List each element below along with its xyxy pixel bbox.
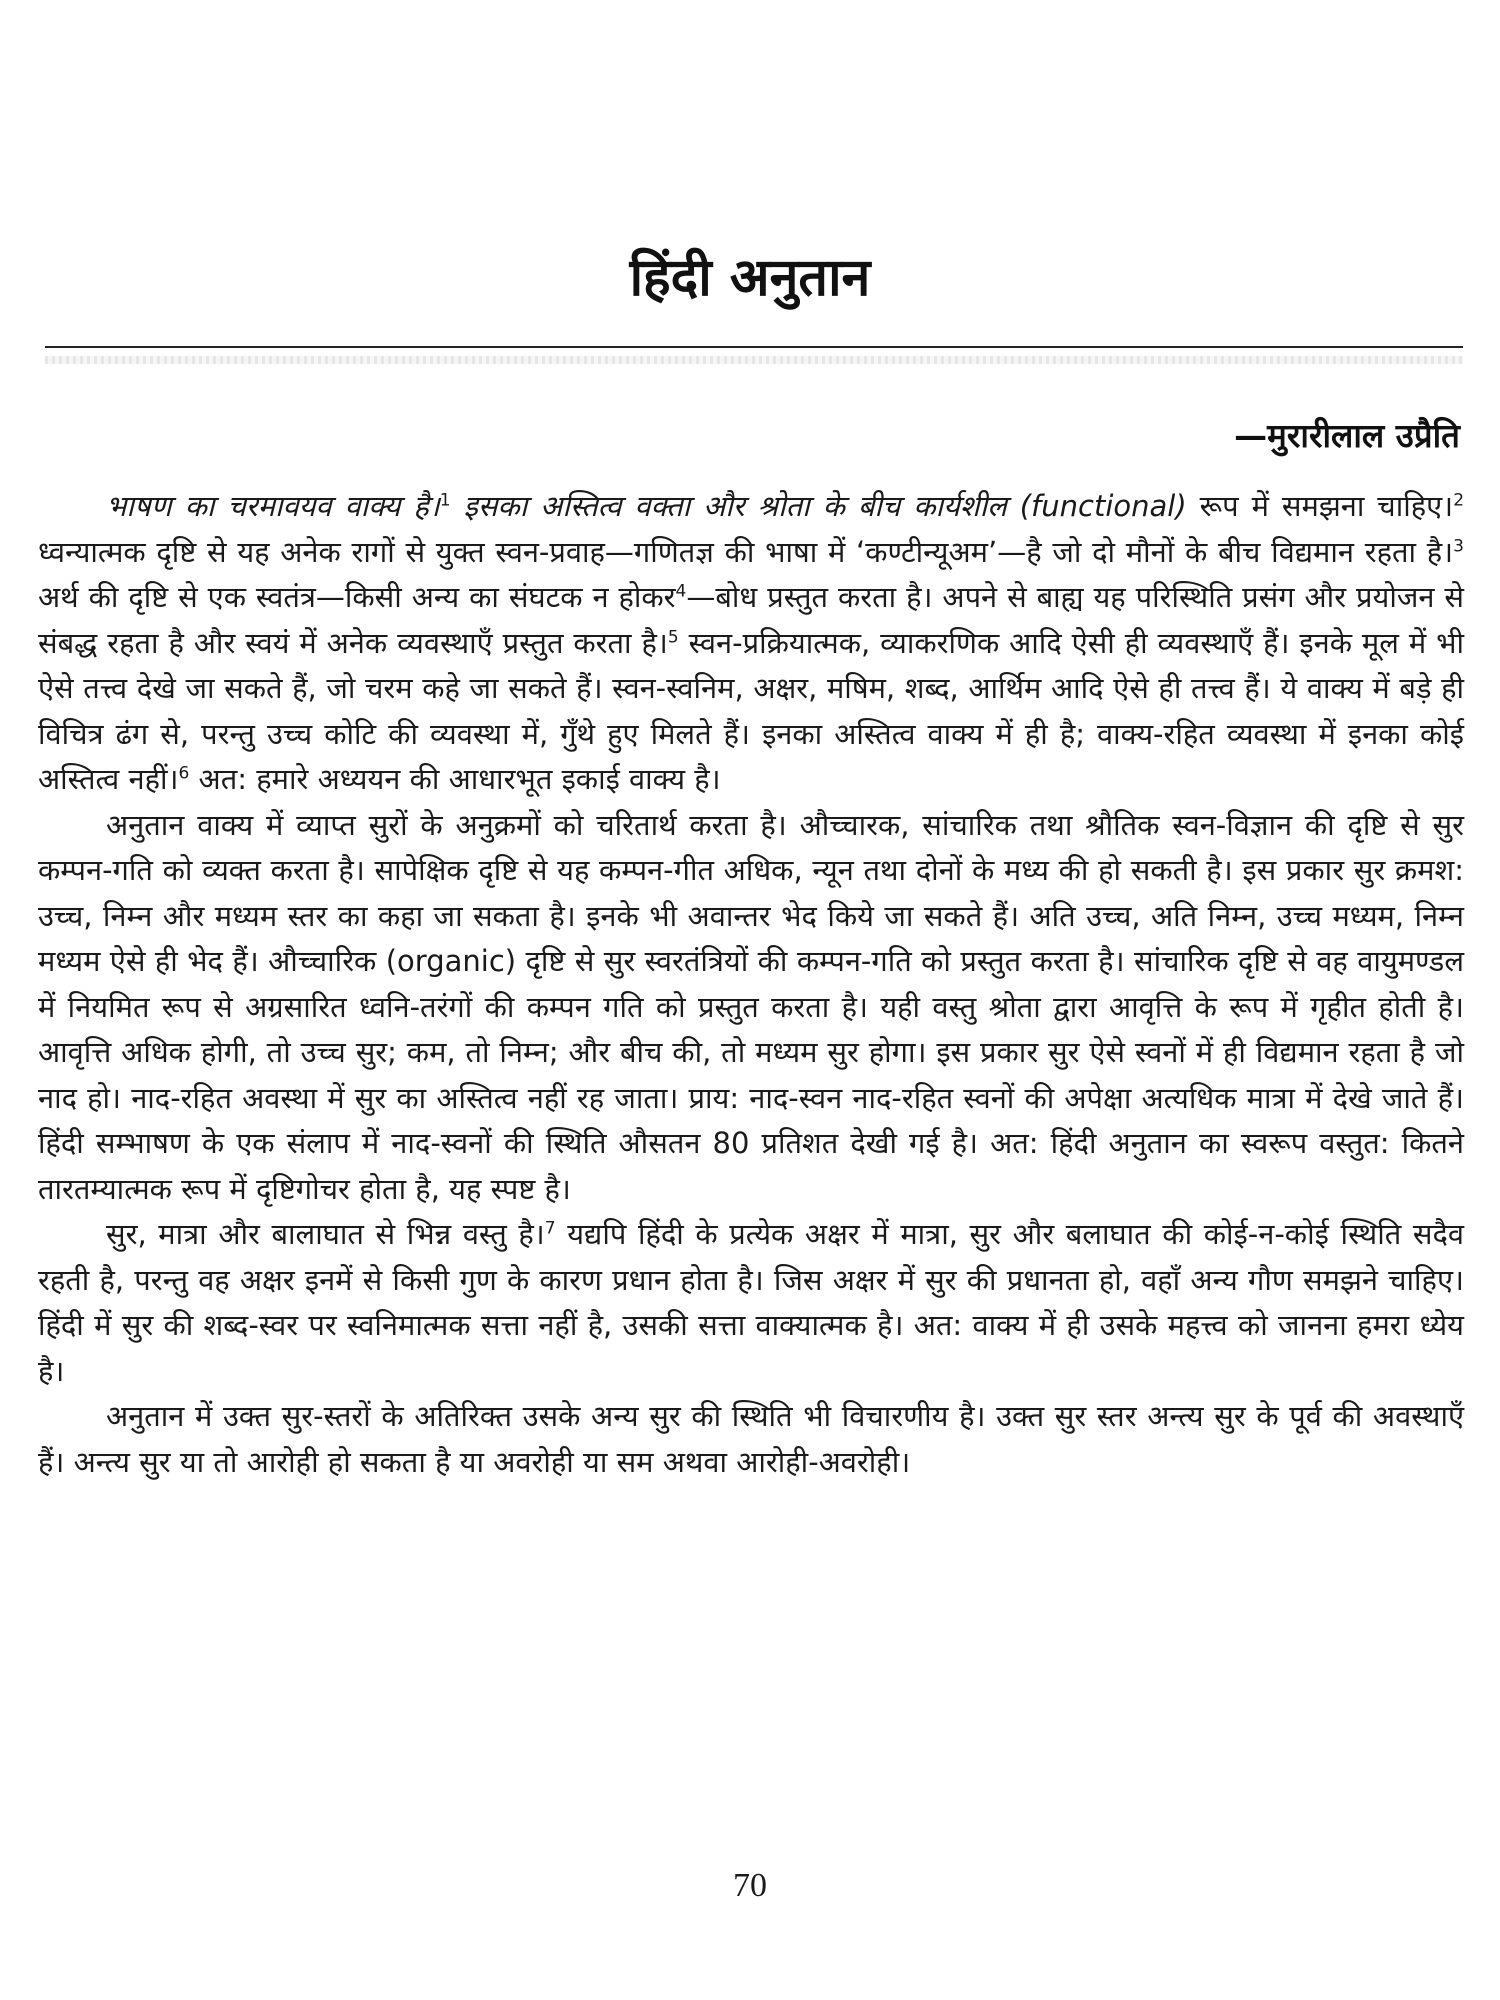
divider-shadow — [45, 356, 1463, 364]
paragraph-text: यद्यपि हिंदी के प्रत्येक अक्षर में मात्रा, सुर और बलाघात की कोई-न-कोई स्थिति सदैव रहती है, परन्तु वह अक्षर इनमें से किसी गुण के कारण प्रधान होता है। जिस अक्षर में सुर की प्रधानता हो, वहाँ अन्य गौण समझने चाहिए। हिंदी में सुर की शब्द-स्वर पर स्वनिमात्मक सत्ता नहीं है, उसकी सत्ता वाक्यात्मक है। अत: वाक्य में ही उसके महत्त्व को जानना हमरा ध्येय है। — [38, 1217, 1464, 1388]
paragraph-text: सुर, मात्रा और बालाघात से भिन्न वस्तु है। — [106, 1217, 545, 1251]
footnote-ref-3: 3 — [1453, 535, 1464, 556]
paragraph-2: अनुतान वाक्य में व्याप्त सुरों के अनुक्रमों को चरितार्थ करता है। औच्चारक, सांचारिक तथा श्रौतिक स्वन-विज्ञान की दृष्टि से सुर कम्पन-गति को व्यक्त करता है। सापेक्षिक दृष्टि से यह कम्पन-गीत अधिक, न्यून तथा दोनों के मध्य की हो सकती है। इस प्रकार सुर क्रमश: उच्च, निम्न और मध्यम स्तर का कहा जा सकता है। इनके भी अवान्तर भेद किये जा सकते हैं। अति उच्च, अति निम्न, उच्च मध्यम, निम्न मध्यम ऐसे ही भेद हैं। औच्चारिक (organic) दृष्टि से सुर स्वरतंत्रियों की कम्पन-गति को प्रस्तुत करता है। सांचारिक दृष्टि से वह वायुमण्डल में नियमित रूप से अग्रसारित ध्वनि-तरंगों की कम्पन गति को प्रस्तुत करता है। यही वस्तु श्रोता द्वारा आवृत्ति के रूप में गृहीत होती है। आवृत्ति अधिक होगी, तो उच्च सुर; कम, तो निम्न; और बीच की, तो मध्यम सुर होगा। इस प्रकार सुर ऐसे स्वनों में ही विद्यमान रहता है जो नाद हो। नाद-रहित अवस्था में सुर का अस्तित्व नहीं रह जाता। प्राय: नाद-स्वन नाद-रहित स्वनों की अपेक्षा अत्यधिक मात्रा में देखे जाते हैं। हिंदी सम्भाषण के एक संलाप में नाद-स्वनों की स्थिति औसतन 80 प्रतिशत देखी गई है। अत: हिंदी अनुतान का स्वरूप वस्तुत: कितने तारतम्यात्मक रूप में दृष्टिगोचर होता है, यह स्पष्ट है। — [38, 807, 1464, 1206]
footnote-ref-7: 7 — [544, 1218, 556, 1239]
title-divider — [45, 346, 1463, 348]
body-text — [38, 484, 1464, 1485]
paragraph-text: अत: हमारे अध्ययन की आधारभूत इकाई वाक्य है। — [189, 762, 721, 796]
author-name: —मुरारीलाल उप्रैति — [1234, 416, 1460, 455]
paragraph-text: ध्वन्यात्मक दृष्टि से यह अनेक रागों से युक्त स्वन-प्रवाह—गणितज्ञ की भाषा में ‘कण्टीन्यूअम’—है जो दो मौनों के बीच विद्यमान रहता है। — [38, 534, 1454, 569]
paragraph-text: —बोध प्रस्तुत करता है। अपने से बाह्य यह परिस्थिति प्रसंग और प्रयोजन से संबद्ध रहता है और स्वयं में अनेक व्यवस्थाएँ प्रस्तुत करता है। — [38, 580, 1464, 660]
footnote-ref-1: 1 — [439, 490, 451, 511]
italic-text: इसका अस्तित्व वक्ता और श्रोता के बीच कार्यशील (functional) — [450, 489, 1187, 523]
footnote-ref-2: 2 — [1453, 490, 1465, 511]
footnote-ref-6: 6 — [178, 763, 190, 784]
lead-sentence: भाषण का चरमावयव वाक्य है। — [106, 489, 440, 523]
page-number: 70 — [733, 1867, 767, 1904]
chapter-title: हिंदी अनुतान — [629, 248, 871, 308]
paragraph-1 — [38, 484, 1464, 803]
paragraph-text: रूप में समझना चाहिए। — [1186, 489, 1454, 523]
paragraph-3 — [38, 1212, 1464, 1394]
footnote-ref-4: 4 — [675, 581, 687, 602]
paragraph-text: अर्थ की दृष्टि से एक स्वतंत्र—किसी अन्य का संघटक न होकर — [38, 580, 676, 614]
footnote-ref-5: 5 — [667, 626, 679, 647]
paragraph-4: अनुतान में उक्त सुर-स्तरों के अतिरिक्त उसके अन्य सुर की स्थिति भी विचारणीय है। उक्त सुर स्तर अन्त्य सुर के पूर्व की अवस्थाएँ हैं। अन्त्य सुर या तो आरोही हो सकता है या अवरोही या सम अथवा आरोही-अवरोही। — [38, 1399, 1464, 1479]
paragraph-text: स्वन-प्रक्रियात्मक, व्याकरणिक आदि ऐसी ही व्यवस्थाएँ हैं। इनके मूल में भी ऐसे तत्त्व देखे जा सकते हैं, जो चरम कहे जा सकते हैं। स्वन-स्वनिम, अक्षर, मषिम, शब्द, आर्थिम आदि ऐसे ही तत्त्व हैं। ये वाक्य में बड़े ही विचित्र ढंग से, परन्तु उच्च कोटि की व्यवस्था में, गुँथे हुए मिलते हैं। इनका अस्तित्व वाक्य में ही है; वाक्य-रहित व्यवस्था में इनका कोई अस्तित्व नहीं। — [38, 625, 1464, 796]
